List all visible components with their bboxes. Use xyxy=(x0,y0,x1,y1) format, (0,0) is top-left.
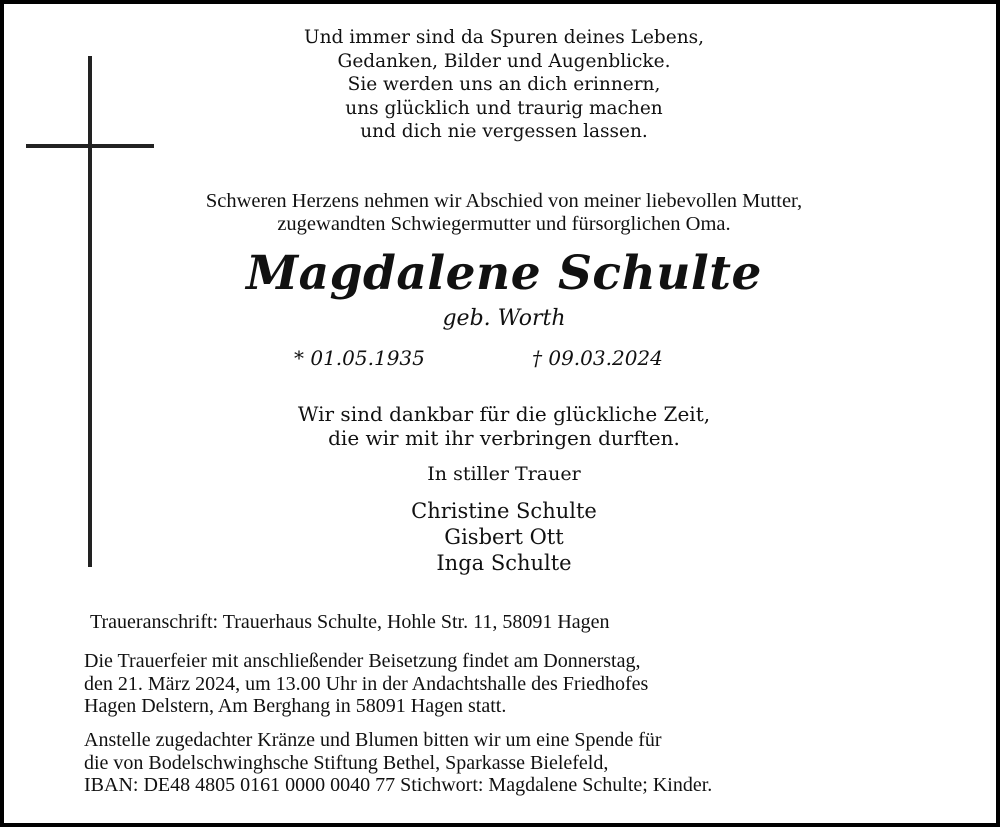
farewell-intro xyxy=(4,190,1000,236)
donation-line: die von Bodelschwinghsche Stiftung Bethel, Sparkasse Bielefeld, xyxy=(84,751,609,774)
death-date: † 09.03.2024 xyxy=(532,346,663,370)
donation-line: Anstelle zugedachter Kränze und Blumen bitten wir um eine Spende für xyxy=(84,729,662,751)
funeral-ceremony-info xyxy=(84,650,964,718)
ceremony-line: den 21. März 2024, um 13.00 Uhr in der Andachtshalle des Friedhofes xyxy=(84,672,649,695)
gratitude-text xyxy=(4,402,1000,450)
cross-icon-horizontal-bar xyxy=(26,144,154,148)
birth-date: * 01.05.1935 xyxy=(294,346,425,370)
mourning-address: Traueranschrift: Trauerhaus Schulte, Hohle Str. 11, 58091 Hagen xyxy=(90,611,610,633)
donation-info xyxy=(84,729,964,797)
maiden-name: geb. Worth xyxy=(442,306,566,331)
intro-line: zugewandten Schwiegermutter und fürsorglichen Oma. xyxy=(277,213,731,235)
donation-line: IBAN: DE48 4805 0161 0000 0040 77 Stichwort: Magdalene Schulte; Kinder. xyxy=(84,774,713,796)
poem-line: und dich nie vergessen lassen. xyxy=(360,121,648,142)
ceremony-line: Hagen Delstern, Am Berghang in 58091 Hagen statt. xyxy=(84,695,507,717)
mourning-label: In stiller Trauer xyxy=(427,463,581,485)
deceased-name: Magdalene Schulte xyxy=(246,246,762,301)
gratitude-line: die wir mit ihr verbringen durften. xyxy=(328,426,680,450)
life-dates xyxy=(4,344,1000,374)
mourners-list xyxy=(4,498,1000,576)
gratitude-line: Wir sind dankbar für die glückliche Zeit, xyxy=(297,402,711,426)
poem-line: Und immer sind da Spuren deines Lebens, xyxy=(304,27,704,48)
mourner-name: Christine Schulte xyxy=(411,499,597,523)
mourner-name: Gisbert Ott xyxy=(444,525,564,549)
ceremony-line: Die Trauerfeier mit anschließender Beisetzung findet am Donnerstag, xyxy=(84,650,641,672)
poem-line: Sie werden uns an dich erinnern, xyxy=(347,74,661,95)
intro-line: Schweren Herzens nehmen wir Abschied von meiner liebevollen Mutter, xyxy=(205,190,803,212)
poem-line: uns glücklich und traurig machen xyxy=(345,97,663,119)
memorial-poem xyxy=(4,26,1000,144)
poem-line: Gedanken, Bilder und Augenblicke. xyxy=(337,50,671,72)
mourner-name: Inga Schulte xyxy=(436,551,572,575)
